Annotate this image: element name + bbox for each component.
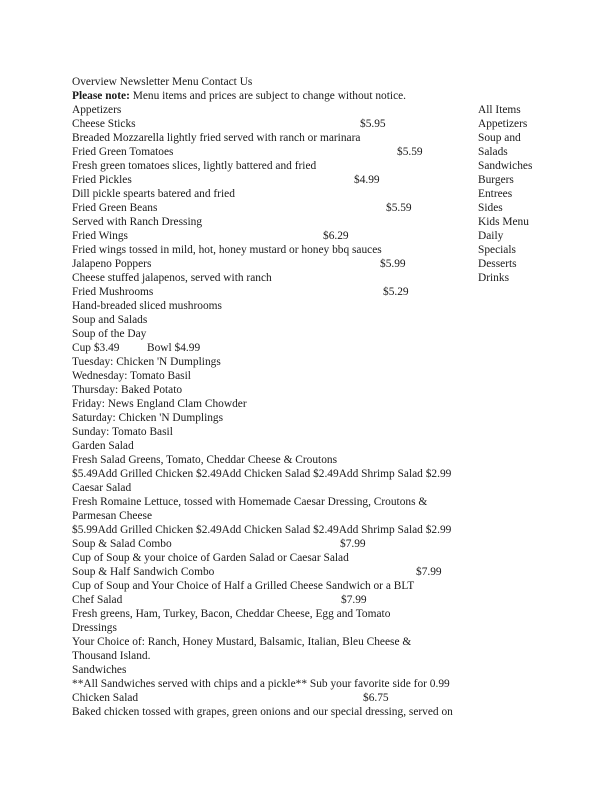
- item-name: Chef Salad: [72, 594, 123, 606]
- nav-newsletter[interactable]: Newsletter: [119, 76, 170, 88]
- item-price: $7.99: [341, 594, 367, 606]
- sandwiches-note: **All Sandwiches served with chips and a pickle** Sub your favorite side for 0.99: [72, 678, 450, 690]
- item-description: Dill pickle spearts batered and fried: [72, 188, 235, 200]
- sidebar-item-daily[interactable]: Daily: [478, 230, 504, 242]
- item-name: Jalapeno Poppers: [72, 258, 152, 270]
- item-name: Soup & Salad Combo: [72, 538, 172, 550]
- section-heading-appetizers: Appetizers: [72, 104, 122, 116]
- item-description: Hand-breaded sliced mushrooms: [72, 300, 222, 312]
- item-name: Fried Mushrooms: [72, 286, 154, 298]
- item-description: Cup of Soup & your choice of Garden Salad or Caesar Salad: [72, 552, 349, 564]
- item-name: Fried Pickles: [72, 174, 132, 186]
- sidebar-item-sides[interactable]: Sides: [478, 202, 503, 214]
- item-description: Fresh greens, Ham, Turkey, Bacon, Cheddar Cheese, Egg and Tomato: [72, 608, 391, 620]
- sidebar-item-burgers[interactable]: Burgers: [478, 174, 514, 186]
- item-name: Fried Green Tomatoes: [72, 146, 174, 158]
- notice-text: Menu items and prices are subject to change without notice.: [129, 90, 407, 102]
- sidebar-item-all-items[interactable]: All Items: [478, 104, 521, 116]
- item-description: Fried wings tossed in mild, hot, honey mustard or honey bbq sauces: [72, 244, 382, 256]
- daily-soup: Sunday: Tomato Basil: [72, 426, 173, 438]
- dressings-list: Your Choice of: Ranch, Honey Mustard, Balsamic, Italian, Bleu Cheese &: [72, 636, 412, 648]
- item-description: Baked chicken tossed with grapes, green onions and our special dressing, served on: [72, 706, 453, 718]
- sidebar-item-soup-and[interactable]: Soup and: [478, 132, 521, 144]
- notice-label: Please note:: [72, 90, 130, 102]
- section-heading-soup-and-salads: Soup and Salads: [72, 314, 148, 326]
- daily-soup: Saturday: Chicken 'N Dumplings: [72, 412, 224, 424]
- sidebar-item-sandwiches[interactable]: Sandwiches: [478, 160, 533, 172]
- item-description: Fresh Salad Greens, Tomato, Cheddar Cheese & Croutons: [72, 454, 338, 466]
- sidebar-item-entrees[interactable]: Entrees: [478, 188, 513, 200]
- item-description: Parmesan Cheese: [72, 510, 153, 522]
- item-description: Cheese stuffed jalapenos, served with ranch: [72, 272, 272, 284]
- soup-cup-price: Cup $3.49: [72, 342, 120, 354]
- item-name: Fried Wings: [72, 230, 128, 242]
- item-addons: $5.99Add Grilled Chicken $2.49Add Chicken Salad $2.49Add Shrimp Salad $2.99: [72, 524, 452, 536]
- item-name: Soup & Half Sandwich Combo: [72, 566, 215, 578]
- dressings-heading: Dressings: [72, 622, 117, 634]
- item-name: Fried Green Beans: [72, 202, 158, 214]
- item-price: $5.95: [360, 118, 386, 130]
- item-addons: $5.49Add Grilled Chicken $2.49Add Chicken Salad $2.49Add Shrimp Salad $2.99: [72, 468, 452, 480]
- daily-soup: Tuesday: Chicken 'N Dumplings: [72, 356, 221, 368]
- item-price: $5.59: [386, 202, 412, 214]
- item-name: Chicken Salad: [72, 692, 139, 704]
- nav-contact-us[interactable]: Contact Us: [201, 76, 253, 88]
- daily-soup: Thursday: Baked Potato: [72, 384, 183, 396]
- daily-soup: Wednesday: Tomato Basil: [72, 370, 191, 382]
- item-description: Cup of Soup and Your Choice of Half a Grilled Cheese Sandwich or a BLT: [72, 580, 415, 592]
- sidebar-item-drinks[interactable]: Drinks: [478, 272, 510, 284]
- top-nav: [72, 76, 252, 89]
- item-name: Caesar Salad: [72, 482, 132, 494]
- soup-bowl-price: Bowl $4.99: [147, 342, 201, 354]
- item-price: $7.99: [416, 566, 442, 578]
- item-description: Fresh Romaine Lettuce, tossed with Homemade Caesar Dressing, Croutons &: [72, 496, 428, 508]
- item-price: $4.99: [354, 174, 380, 186]
- soup-of-the-day: Soup of the Day: [72, 328, 147, 340]
- sidebar-item-salads[interactable]: Salads: [478, 146, 508, 158]
- nav-menu[interactable]: Menu: [171, 76, 199, 88]
- item-description: Served with Ranch Dressing: [72, 216, 203, 228]
- item-price: $6.75: [363, 692, 389, 704]
- sidebar-item-desserts[interactable]: Desserts: [478, 258, 517, 270]
- sidebar-item-kids-menu[interactable]: Kids Menu: [478, 216, 529, 228]
- item-name: Cheese Sticks: [72, 118, 136, 130]
- item-price: $5.29: [383, 286, 409, 298]
- section-heading-sandwiches: Sandwiches: [72, 664, 127, 676]
- sidebar-item-appetizers[interactable]: Appetizers: [478, 118, 528, 130]
- item-name: Garden Salad: [72, 440, 134, 452]
- price-notice: [72, 90, 406, 103]
- item-price: $6.29: [323, 230, 349, 242]
- item-description: Breaded Mozzarella lightly fried served with ranch or marinara: [72, 132, 361, 144]
- item-description: Fresh green tomatoes slices, lightly battered and fried: [72, 160, 317, 172]
- daily-soup: Friday: News England Clam Chowder: [72, 398, 247, 410]
- item-price: $5.59: [397, 146, 423, 158]
- nav-overview[interactable]: Overview: [72, 76, 117, 88]
- sidebar-item-specials[interactable]: Specials: [478, 244, 516, 256]
- item-price: $5.99: [380, 258, 406, 270]
- item-price: $7.99: [340, 538, 366, 550]
- dressings-list: Thousand Island.: [72, 650, 151, 662]
